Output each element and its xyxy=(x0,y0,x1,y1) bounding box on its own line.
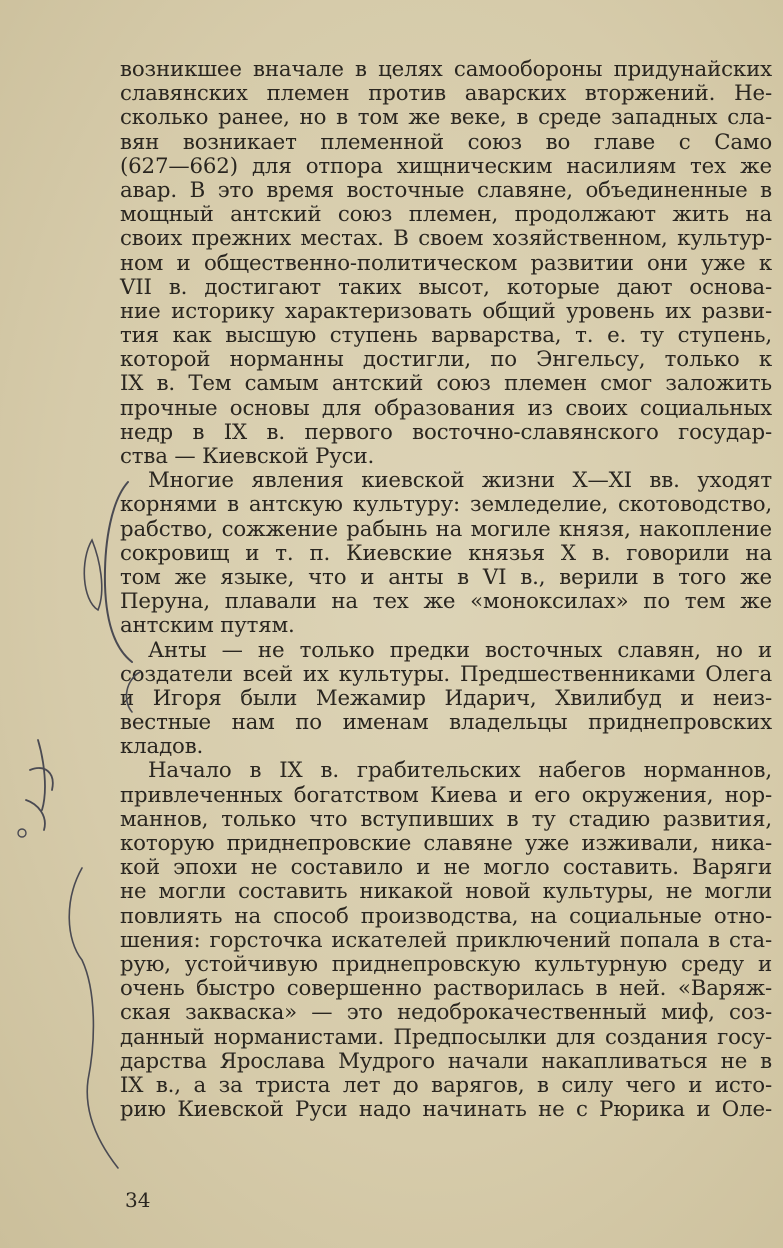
text-line: которой норманны достигли, по Энгельсу, только к xyxy=(120,347,772,373)
text-line: ном и общественно-политическом развитии они уже к xyxy=(120,250,772,276)
text-line: том же языке, что и анты в VI в., верили в того же xyxy=(120,564,772,590)
paragraph-start-line: Многие явления киевской жизни X—XI вв. уходят xyxy=(148,468,772,494)
paragraph-start-line: Начало в IX в. грабительских набегов норманнов, xyxy=(148,758,772,784)
text-line: кладов. xyxy=(120,734,204,760)
page-text xyxy=(120,58,772,1122)
text-line: очень быстро совершенно растворилась в ней. «Варяж- xyxy=(120,976,772,1002)
text-line: славянских племен против аварских вторжений. Не- xyxy=(120,81,772,107)
text-line: мощный антский союз племен, продолжают жить на xyxy=(120,202,772,228)
text-line: антским путям. xyxy=(120,613,295,639)
text-line: своих прежних местах. В своем хозяйственном, культур- xyxy=(120,226,772,252)
pencil-small-circle-mark xyxy=(18,829,26,837)
text-line: IX в. Тем самым антский союз племен смог заложить xyxy=(120,371,772,397)
text-line: дарства Ярослава Мудрого начали накапливаться не в xyxy=(120,1048,772,1074)
text-line: IX в., а за триста лет до варягов, в силу чего и исто- xyxy=(120,1072,772,1098)
text-line: вестные нам по именам владельцы приднепровских xyxy=(120,710,772,736)
text-line: маннов, только что вступивших в ту стадию развития, xyxy=(120,806,772,832)
text-line: тия как высшую ступень варварства, т. е. ту ступень, xyxy=(120,323,772,349)
text-line: Перуна, плавали на тех же «моноксилах» по тем же xyxy=(120,589,772,615)
text-line: и Игоря были Межамир Идарич, Хвилибуд и неиз- xyxy=(120,685,772,711)
text-line: вян возникает племенной союз во главе с Само xyxy=(120,129,772,155)
text-line: повлиять на способ производства, на социальные отно- xyxy=(120,903,772,929)
text-line: ства — Киевской Руси. xyxy=(120,444,375,469)
text-line: корнями в антскую культуру: земледелие, скотоводство, xyxy=(120,492,772,518)
text-line: ние историку характеризовать общий уровень их разви- xyxy=(120,298,772,324)
pencil-scribble-mark xyxy=(84,540,101,610)
text-line: шения: горсточка искателей приключений попала в ста- xyxy=(120,927,772,953)
text-line: ская закваска» — это недоброкачественный миф, соз- xyxy=(120,1000,772,1026)
text-line: рабство, сожжение рабынь на могиле князя, накопление xyxy=(120,516,772,542)
text-line: сколько ранее, но в том же веке, в среде западных сла- xyxy=(120,105,772,131)
pencil-long-curve-mark xyxy=(69,868,118,1168)
paragraph-start-line: Анты — не только предки восточных славян, но и xyxy=(148,637,772,663)
text-line: (627—662) для отпора хищническим насилиям тех же xyxy=(120,153,772,179)
text-line: недр в IX в. первого восточно-славянского государ- xyxy=(120,419,772,445)
pencil-handwriting-mark xyxy=(26,740,53,830)
text-line: рую, устойчивую приднепровскую культурную среду и xyxy=(120,951,772,977)
text-line: VII в. достигают таких высот, которые дают основа- xyxy=(120,274,772,300)
text-line: сокровищ и т. п. Киевские князья X в. говорили на xyxy=(120,540,772,566)
text-line: кой эпохи не составило и не могло составить. Варяги xyxy=(120,855,772,881)
text-line: данный норманистами. Предпосылки для создания госу- xyxy=(120,1024,772,1050)
text-line: авар. В это время восточные славяне, объединенные в xyxy=(120,177,772,203)
text-line: прочные основы для образования из своих социальных xyxy=(120,395,772,421)
page-number: 34 xyxy=(125,1188,151,1212)
text-line: привлеченных богатством Киева и его окружения, нор- xyxy=(120,782,772,808)
text-line: не могли составить никакой новой культуры, не могли xyxy=(120,879,772,905)
text-line: которую приднепровские славяне уже изживали, ника- xyxy=(120,831,772,856)
text-line: рию Киевской Руси надо начинать не с Рюрика и Оле- xyxy=(120,1097,772,1123)
text-line: возникшее вначале в целях самообороны придунайских xyxy=(120,57,772,82)
text-line: создатели всей их культуры. Предшественниками Олега xyxy=(120,661,772,687)
